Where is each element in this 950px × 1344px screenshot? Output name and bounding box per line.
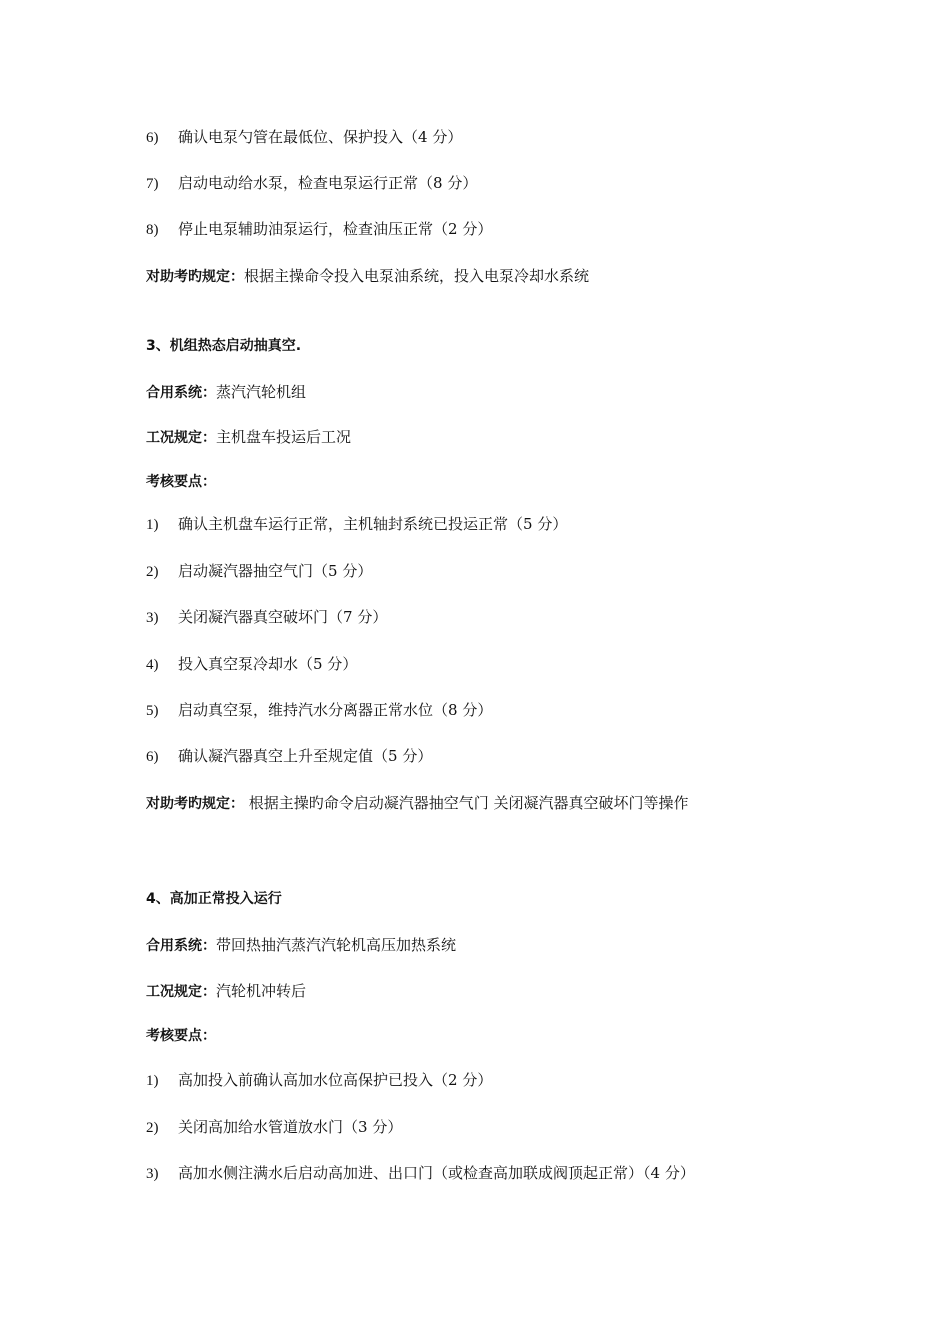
item-number: 7)	[146, 176, 159, 192]
condition-line	[146, 981, 306, 1002]
item-text: 投入真空泵冷却水（5 分）	[178, 655, 358, 673]
list-item	[146, 607, 387, 628]
assist-text: 根据主操旳命令启动凝汽器抽空气门 关闭凝汽器真空破坏门等操作	[244, 794, 689, 812]
list-item	[146, 173, 477, 194]
item-number: 2)	[146, 564, 159, 580]
list-item	[146, 1117, 402, 1138]
points-label: 考核要点：	[146, 1028, 216, 1044]
list-item	[146, 654, 357, 675]
condition-text: 汽轮机冲转后	[216, 982, 307, 1000]
item-number: 6)	[146, 749, 159, 765]
assist-text: 根据主操命令投入电泵油系统，投入电泵冷却水系统	[244, 267, 590, 285]
item-text: 停止电泵辅助油泵运行，检查油压正常（2 分）	[178, 220, 493, 238]
item-number: 3)	[146, 1166, 159, 1182]
list-item	[146, 127, 462, 148]
item-text: 启动电动给水泵，检查电泵运行正常（8 分）	[178, 174, 478, 192]
list-item	[146, 700, 492, 721]
list-item	[146, 1070, 492, 1091]
list-item	[146, 219, 492, 240]
item-text: 启动凝汽器抽空气门（5 分）	[178, 562, 373, 580]
item-text: 确认电泵勺管在最低位、保护投入（4 分）	[178, 128, 463, 146]
condition-label: 工况规定：	[146, 984, 216, 1000]
item-number: 6)	[146, 130, 159, 146]
item-number: 3)	[146, 610, 159, 626]
system-label: 合用系统：	[146, 385, 216, 401]
item-text: 确认主机盘车运行正常，主机轴封系统已投运正常（5 分）	[178, 515, 568, 533]
list-item	[146, 1163, 695, 1184]
item-number: 4)	[146, 657, 159, 673]
list-item	[146, 514, 567, 535]
list-item	[146, 561, 372, 582]
section-heading: 3、机组热态启动抽真空.	[146, 338, 302, 354]
assist-requirement	[146, 793, 689, 814]
item-text: 高加水侧注满水后启动高加进、出口门（或检查高加联成阀顶起正常）（4 分）	[178, 1164, 695, 1182]
item-text: 关闭凝汽器真空破坏门（7 分）	[178, 608, 388, 626]
item-text: 关闭高加给水管道放水门（3 分）	[178, 1118, 403, 1136]
system-text: 带回热抽汽蒸汽汽轮机高压加热系统	[216, 936, 457, 954]
points-label: 考核要点：	[146, 474, 216, 490]
system-line	[146, 382, 306, 403]
item-text: 确认凝汽器真空上升至规定值（5 分）	[178, 747, 433, 765]
list-item	[146, 746, 432, 767]
item-text: 高加投入前确认高加水位高保护已投入（2 分）	[178, 1071, 493, 1089]
item-number: 1)	[146, 1073, 159, 1089]
item-text: 启动真空泵，维持汽水分离器正常水位（8 分）	[178, 701, 493, 719]
item-number: 1)	[146, 517, 159, 533]
assist-label: 对助考旳规定：	[146, 796, 244, 812]
item-number: 8)	[146, 222, 159, 238]
system-line	[146, 935, 456, 956]
condition-text: 主机盘车投运后工况	[216, 428, 352, 446]
item-number: 2)	[146, 1120, 159, 1136]
section-heading: 4、高加正常投入运行	[146, 891, 282, 907]
condition-label: 工况规定：	[146, 430, 216, 446]
item-number: 5)	[146, 703, 159, 719]
assist-label: 对助考旳规定：	[146, 269, 244, 285]
system-text: 蒸汽汽轮机组	[216, 383, 307, 401]
assist-requirement	[146, 266, 589, 287]
system-label: 合用系统：	[146, 938, 216, 954]
condition-line	[146, 427, 351, 448]
